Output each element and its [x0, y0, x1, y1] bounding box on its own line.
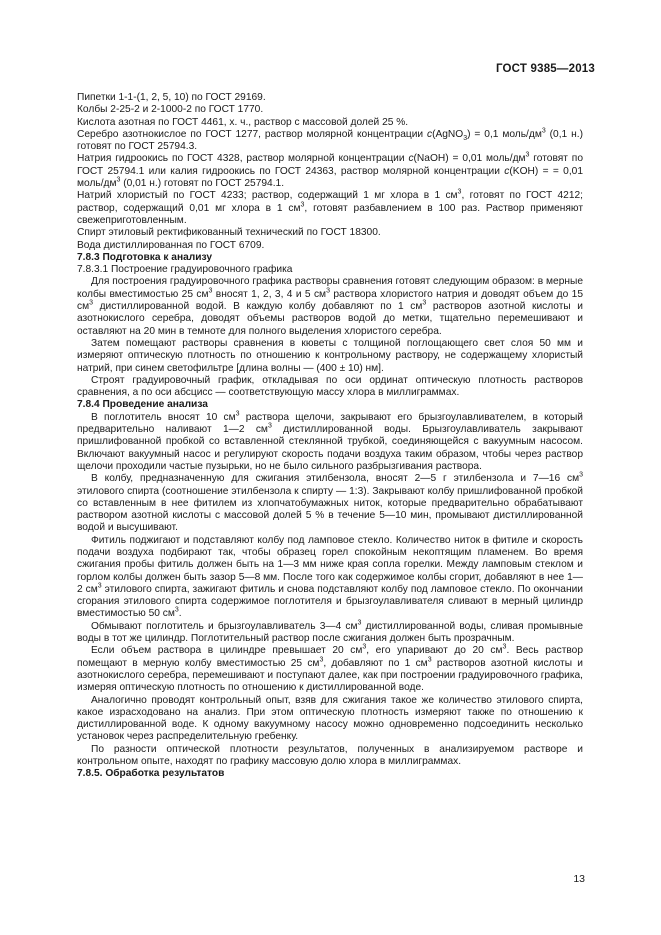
paragraph-silver-nitrate: Серебро азотнокислое по ГОСТ 1277, раствор молярной концентрации c(AgNO$_3$) = 0,1 моль/$дм^3$ (0,1 н.) готовят по ГОСТ 25794.3. — [77, 127, 583, 153]
paragraph: Строят градуировочный график, откладывая по оси ординат оптическую плотность растворов сравнения, а по оси абсцисс — соответствующую массу хлора в миллиграммах. — [77, 374, 583, 399]
paragraph: Для построения градуировочного графика растворы сравнения готовят следующим образом: в мерные колбы вместимостью 25 $см^3$ вносят 1, 2, 3, 4 и 5 $см^3$ раствора хлористого натрия и доводят объем до 15 $см^3$ дистиллированной водой. В каждую колбу добавляют по 1 $см^3$ растворов азотной кислоты и азотнокислого серебра, доводят объемы растворов водой до метки, тщательно перемешивают и оставляют на 20 мин в темноте для полного выделения хлористого серебра. — [77, 276, 583, 337]
paragraph: По разности оптической плотности результатов, полученных в анализируемом растворе и контрольном опыте, находят по графику массовую долю хлора в миллиграммах. — [77, 743, 583, 768]
paragraph: В колбу, предназначенную для сжигания этилбензола, вносят 2—5 г этилбензола и 7—16 $см^3$ этилового спирта (соотношение этилбензола к спирту — 1:3). Закрывают колбу пришлифованной пробкой со вставленным в нее фитилем из хлопчатобумажных ниток, которые предварительно обрабатывают раствором азотной кислоты с массовой долей 5 % в течение 5—10 мин, промывают дистиллированной водой и высушивают. — [77, 471, 583, 534]
list-item: Спирт этиловый ректификованный технический по ГОСТ 18300. — [77, 227, 381, 239]
paragraph: Аналогично проводят контрольный опыт, взяв для сжигания такое же количество этилового спирта, какое израсходовано на анализ. При этом оптическую плотность измеряют также по отношению к дистиллированной воде. К одному вакуумному насосу можно одновременно подсоединить несколько установок через распределительную гребенку. — [77, 694, 583, 743]
list-item: Кислота азотная по ГОСТ 4461, х. ч., раствор с массовой долей 25 %. — [77, 116, 409, 128]
paragraph: Фитиль поджигают и подставляют колбу под ламповое стекло. Количество ниток в фитиле и скорость подачи воздуха подбирают так, чтобы образец горел спокойным некоптящим пламенем. Во время сжигания пробы фитиль должен быть на 1—3 мм ниже края сопла горелки. Между ламповым стеклом и горлом колбы должен быть зазор 5—8 мм. После того как содержимое колбы сгорит, добавляют в нее 1—2 $см^3$ этилового спирта, зажигают фитиль и снова подставляют колбу под ламповое стекло. По окончании сгорания этилового спирта содержимое поглотителя и брызгоулавливателя сливают в мерный цилиндр вместимостью 50 $см^3$. — [77, 534, 583, 620]
paragraph: Затем помещают растворы сравнения в кюветы с толщиной поглощающего свет слоя 50 мм и измеряют оптическую плотность по отношению к контрольному раствору, не содержащему хлористый натрий, при синем светофильтре [длина волны — (400 ± 10) нм]. — [77, 337, 583, 374]
paragraph: В поглотитель вносят 10 $см^3$ раствора щелочи, закрывают его брызгоулавливателем, в который предварительно наливают 1—2 $см^3$ дистиллированной воды. Брызгоулавливатель закрывают пришлифованной пробкой со вставленной стеклянной трубкой, соединяющейся с вакуумным насосом. Включают вакуумный насос и регулируют скорость подачи воздуха таким образом, чтобы через раствор щелочи проходили частые пузырьки, но не было сильного разбрызгивания раствора. — [77, 410, 583, 472]
section-heading-7-8-4: 7.8.4 Проведение анализа — [77, 399, 208, 411]
standard-header: ГОСТ 9385—2013 — [495, 63, 595, 75]
list-item: Пипетки 1-1-(1, 2, 5, 10) по ГОСТ 29169. — [77, 92, 266, 103]
paragraph-hydroxide: Натрия гидроокись по ГОСТ 4328, раствор молярной концентрации c(NaOH) = 0,01 моль/$дм^3$ готовят по ГОСТ 25794.1 или калия гидроокись по ГОСТ 24363, раствор молярной концентрации c(KOH) = = 0,01 моль/$дм^3$ (0,01 н.) готовят по ГОСТ 25794.1. — [77, 152, 583, 190]
paragraph: Обмывают поглотитель и брызгоулавливатель 3—4 $см^3$ дистиллированной воды, сливая промывные воды в тот же цилиндр. Поглотительный раствор после сжигания должен быть прозрачным. — [77, 619, 584, 645]
paragraph-sodium-chloride: Натрий хлористый по ГОСТ 4233; раствор, содержащий 1 мг хлора в 1 $см^3$, готовят по ГОСТ 4212; раствор, содержащий 0,01 мг хлора в 1 $см^3$, готовят разбавлением в 100 раз. Раствор применяют свежеприготовленным. — [77, 188, 583, 226]
subsection-heading-7-8-3-1: 7.8.3.1 Построение градуировочного графика — [77, 264, 293, 276]
list-item: Колбы 2-25-2 и 2-1000-2 по ГОСТ 1770. — [77, 104, 264, 116]
document-body — [77, 92, 583, 781]
paragraph: Если объем раствора в цилиндре превышает 20 $см^3$, его упаривают до 20 $см^3$. Весь раствор помещают в мерную колбу вместимостью 25 $см^3$, добавляют по 1 $см^3$ растворов азотной кислоты и азотнокислого серебра, перемешивают и поступают далее, как при построении градуировочного графика, измеряя оптическую плотность по отношению к дистиллированной воде. — [77, 643, 584, 694]
list-item: Вода дистиллированная по ГОСТ 6709. — [77, 239, 265, 251]
section-heading-7-8-5: 7.8.5. Обработка результатов — [77, 768, 225, 780]
page-number: 13 — [573, 873, 585, 885]
section-heading-7-8-3: 7.8.3 Подготовка к анализу — [77, 251, 213, 263]
